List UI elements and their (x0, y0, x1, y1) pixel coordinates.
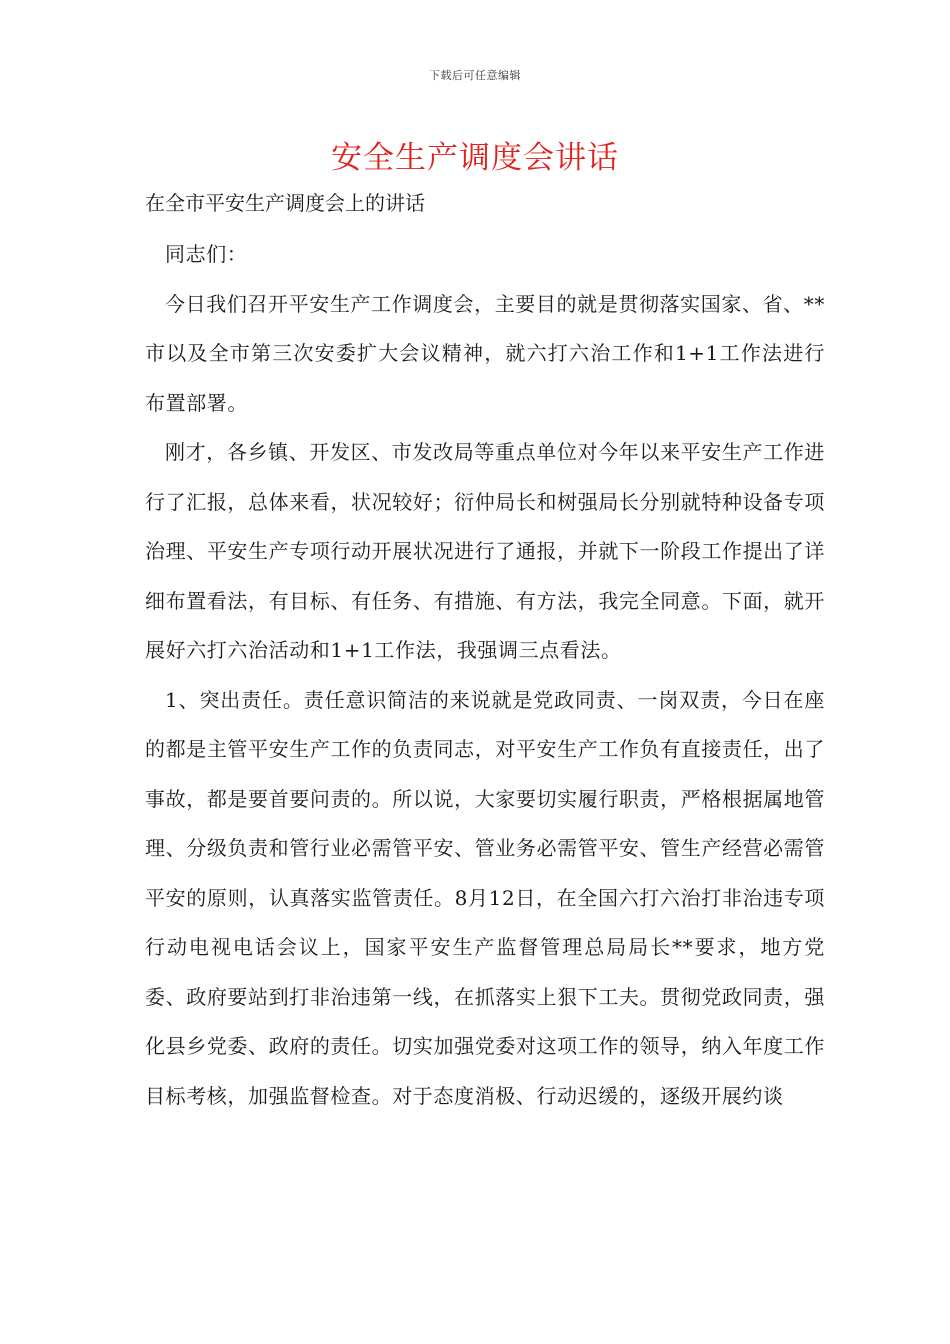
paragraph: 刚才，各乡镇、开发区、市发改局等重点单位对今年以来平安生产工作进行了汇报，总体来看，状况较好；衍仲局长和树强局长分别就特种设备专项治理、平安生产专项行动开展状况进行了通报，并就下一阶段工作提出了详细布置看法，有目标、有任务、有措施、有方法，我完全同意。下面，就开展好六打六治活动和1+1工作法，我强调三点看法。 (145, 440, 825, 662)
document-subtitle: 在全市平安生产调度会上的讲话 (145, 191, 425, 215)
paragraph: 1、突出责任。责任意识简洁的来说就是党政同责、一岗双责，今日在座的都是主管平安生产工作的负责同志，对平安生产工作负有直接责任，出了事故，都是要首要问责的。所以说，大家要切实履行职责，严格根据属地管理、分级负责和管行业必需管平安、管业务必需管平安、管生产经营必需管平安的原则，认真落实监管责任。8月12日，在全国六打六治打非治违专项行动电视电话会议上，国家平安生产监督管理总局局长**要求，地方党委、政府要站到打非治违第一线，在抓落实上狠下工夫。贯彻党政同责，强化县乡党委、政府的责任。切实加强党委对这项工作的领导，纳入年度工作目标考核，加强监督检查。对于态度消极、行动迟缓的，逐级开展约谈 (145, 687, 825, 1108)
header-note: 下载后可任意编辑 (429, 69, 521, 82)
document-body (145, 230, 825, 1121)
document-title: 安全生产调度会讲话 (331, 140, 619, 176)
salutation: 同志们： (165, 242, 248, 266)
paragraph: 今日我们召开平安生产工作调度会，主要目的就是贯彻落实国家、省、**市以及全市第三次安委扩大会议精神，就六打六治工作和1+1工作法进行布置部署。 (145, 291, 825, 415)
